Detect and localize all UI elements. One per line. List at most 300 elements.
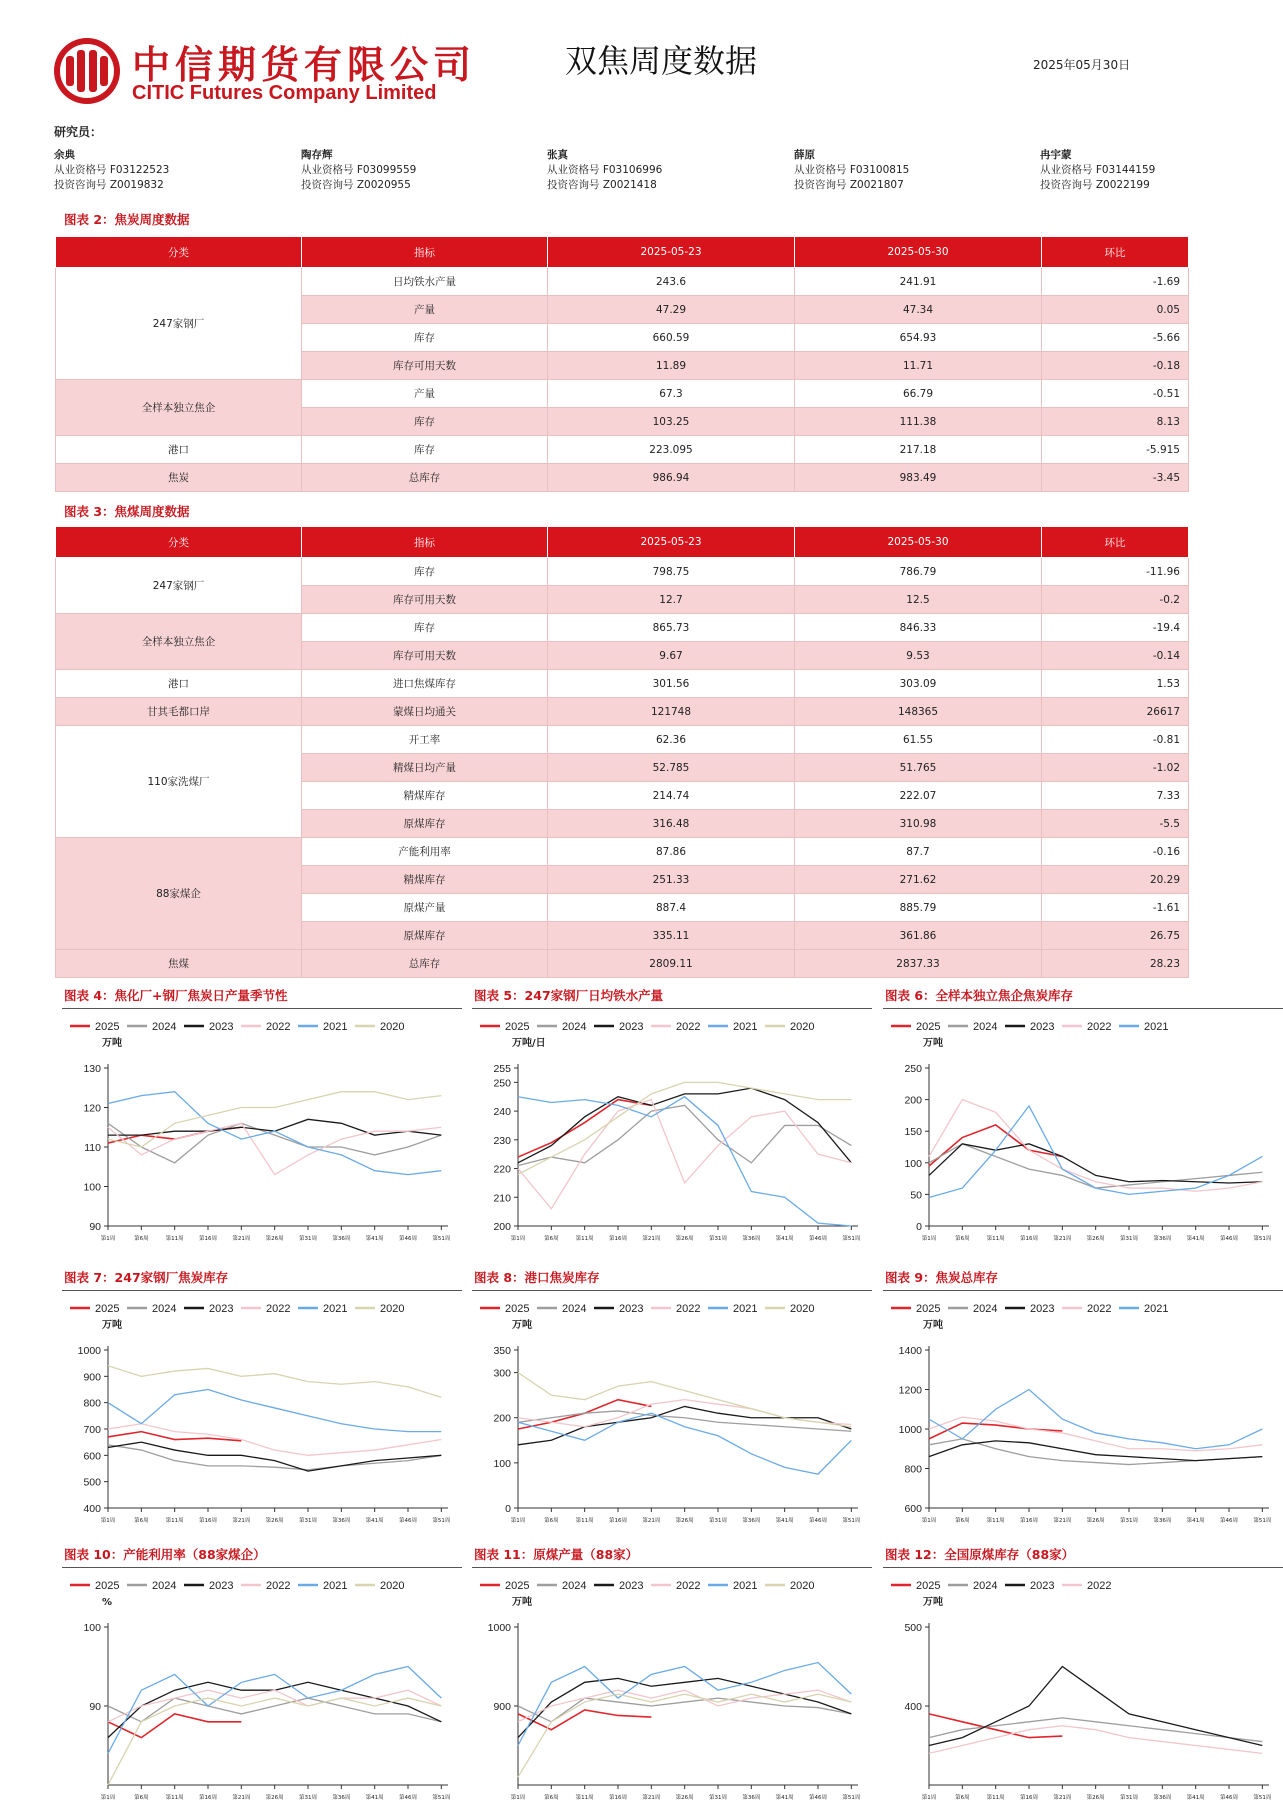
legend-label: 2020 [790,1021,815,1033]
x-tick-label: 第6周 [134,1518,149,1524]
x-tick-label: 第16周 [199,1795,217,1801]
value-cell: 111.38 [795,408,1042,436]
legend-label: 2025 [505,1303,530,1315]
x-tick-label: 第36周 [1153,1795,1172,1801]
citic-logo-icon [52,36,122,106]
value-cell: -0.2 [1042,586,1189,614]
chart-title: 图表 9：焦炭总库存 [885,1270,999,1285]
legend-label: 2023 [209,1303,234,1315]
value-cell: 8.13 [1042,408,1189,436]
x-tick-label: 第1周 [921,1795,937,1801]
x-tick-label: 第51周 [842,1518,861,1524]
indicator-cell: 总库存 [302,950,548,978]
table-row [56,670,1189,698]
col-header-date2: 2025-05-30 [795,237,1042,268]
x-tick-label: 第31周 [709,1236,727,1242]
legend-label: 2024 [973,1303,998,1315]
value-cell: 20.29 [1042,866,1189,894]
x-tick-label: 第11周 [986,1795,1005,1801]
y-tick-label: 210 [493,1192,511,1205]
series-line-2021 [518,1663,851,1746]
x-tick-label: 第21周 [232,1236,251,1242]
value-cell: 47.34 [795,296,1042,324]
legend-label: 2023 [619,1580,644,1592]
y-tick-label: 900 [493,1701,511,1713]
value-cell: 0.05 [1042,296,1189,324]
value-cell: -1.02 [1042,754,1189,782]
x-tick-label: 第6周 [544,1236,559,1242]
title-divider [883,1008,1283,1009]
legend-label: 2023 [1030,1303,1055,1315]
category-cell: 港口 [56,670,302,698]
value-cell: 87.86 [548,838,795,866]
report-date: 2025年05月30日 [1033,58,1131,72]
title-divider [472,1008,872,1009]
legend-label: 2022 [1087,1021,1112,1033]
chart-svg [62,1575,462,1815]
series-line-2023 [929,1667,1262,1746]
legend-label: 2021 [323,1021,348,1033]
value-cell: 301.56 [548,670,795,698]
unit-label: 万吨/日 [512,1038,546,1049]
x-tick-label: 第6周 [544,1795,559,1801]
y-tick-label: 110 [84,1142,101,1154]
chart-panel-9 [883,1268,1283,1538]
researcher-3 [547,148,662,193]
x-tick-label: 第11周 [165,1795,184,1801]
legend-label: 2025 [95,1303,120,1315]
title-divider [62,1008,462,1009]
x-tick-label: 第36周 [1153,1518,1172,1524]
chart-panel-4 [62,986,462,1256]
series-line-2025 [108,1714,241,1738]
y-tick-label: 700 [83,1424,101,1436]
value-cell: -5.915 [1042,436,1189,464]
legend-label: 2023 [619,1021,644,1033]
legend-label: 2021 [323,1580,348,1592]
y-tick-label: 0 [505,1503,511,1515]
x-tick-label: 第6周 [955,1236,970,1242]
chart-title: 图表 11：原煤产量（88家） [474,1547,639,1562]
researcher-license: 从业资格号 F03106996 [547,164,663,176]
unit-label: % [102,1597,113,1608]
value-cell: 243.6 [548,268,795,296]
col-header-date1: 2025-05-23 [548,527,795,558]
series-line-2021 [518,1097,851,1226]
value-cell: 786.79 [795,558,1042,586]
x-tick-label: 第16周 [199,1236,217,1242]
y-tick-label: 90 [89,1221,101,1233]
x-tick-label: 第11周 [986,1236,1005,1242]
category-cell: 港口 [56,436,302,464]
researcher-2 [301,148,416,193]
legend-label: 2024 [562,1580,587,1592]
table2-title: 图表 2：焦炭周度数据 [64,212,190,227]
legend-label: 2021 [1144,1021,1169,1033]
indicator-cell: 库存 [302,558,548,586]
series-line-2024 [108,1123,441,1163]
y-tick-label: 400 [904,1701,922,1713]
y-tick-label: 100 [493,1457,511,1470]
chart-panel-6 [883,986,1283,1256]
value-cell: 660.59 [548,324,795,352]
legend-label: 2020 [380,1303,405,1315]
x-tick-label: 第31周 [1120,1795,1138,1801]
x-tick-label: 第26周 [1086,1236,1105,1242]
chart-panel-5 [472,986,872,1256]
legend-label: 2024 [152,1580,177,1592]
value-cell: -11.96 [1042,558,1189,586]
category-cell: 全样本独立焦企 [56,614,302,670]
value-cell: 52.785 [548,754,795,782]
x-tick-label: 第1周 [921,1236,937,1242]
value-cell: 983.49 [795,464,1042,492]
researcher-5 [1040,148,1155,193]
indicator-cell: 精煤库存 [302,866,548,894]
x-tick-label: 第51周 [432,1236,451,1242]
x-tick-label: 第16周 [199,1518,217,1524]
researcher-license: 从业资格号 F03100815 [794,164,910,176]
series-line-2022 [929,1417,1262,1451]
y-tick-label: 350 [493,1345,511,1357]
series-line-2021 [929,1106,1262,1198]
value-cell: 7.33 [1042,782,1189,810]
x-tick-label: 第1周 [100,1236,116,1242]
chart-panel-12 [883,1545,1283,1801]
x-tick-label: 第41周 [365,1795,384,1801]
x-tick-label: 第26周 [265,1518,284,1524]
y-tick-label: 600 [83,1450,101,1463]
x-tick-label: 第31周 [1120,1236,1138,1242]
x-tick-label: 第11周 [575,1236,594,1242]
value-cell: 223.095 [548,436,795,464]
series-line-2021 [108,1390,441,1432]
chart-title: 图表 4：焦化厂+钢厂焦炭日产量季节性 [64,988,288,1003]
title-divider [883,1290,1283,1291]
series-line-2020 [108,1092,441,1147]
value-cell: 1.53 [1042,670,1189,698]
value-cell: -5.66 [1042,324,1189,352]
series-line-2022 [518,1100,851,1209]
table3-title: 图表 3：焦煤周度数据 [64,504,190,519]
col-header-indicator: 指标 [302,527,548,558]
researcher-license: 从业资格号 F03122523 [54,164,170,176]
x-tick-label: 第46周 [1220,1795,1238,1801]
value-cell: -0.81 [1042,726,1189,754]
x-tick-label: 第41周 [365,1236,384,1242]
value-cell: 251.33 [548,866,795,894]
indicator-cell: 产量 [302,380,548,408]
value-cell: 121748 [548,698,795,726]
table-row [56,838,1189,866]
researcher-consult: 投资咨询号 Z0022199 [1040,179,1150,191]
value-cell: 335.11 [548,922,795,950]
indicator-cell: 库存可用天数 [302,352,548,380]
indicator-cell: 库存可用天数 [302,586,548,614]
x-tick-label: 第36周 [742,1236,761,1242]
value-cell: 2809.11 [548,950,795,978]
legend-label: 2025 [95,1580,120,1592]
legend-label: 2020 [790,1580,815,1592]
value-cell: 310.98 [795,810,1042,838]
researchers-label: 研究员： [54,125,103,139]
x-tick-label: 第11周 [986,1518,1005,1524]
y-tick-label: 300 [493,1367,511,1380]
chart-svg [62,1016,462,1256]
chart-panel-7 [62,1268,462,1538]
x-tick-label: 第46周 [399,1236,417,1242]
x-tick-label: 第1周 [510,1795,526,1801]
y-tick-label: 90 [89,1701,101,1713]
x-tick-label: 第41周 [1186,1795,1205,1801]
x-tick-label: 第21周 [232,1795,251,1801]
table-row [56,558,1189,586]
value-cell: 654.93 [795,324,1042,352]
col-header-change: 环比 [1042,237,1189,268]
unit-label: 万吨 [923,1320,943,1331]
value-cell: 61.55 [795,726,1042,754]
value-cell: -5.5 [1042,810,1189,838]
value-cell: 271.62 [795,866,1042,894]
legend-label: 2024 [973,1021,998,1033]
indicator-cell: 库存 [302,436,548,464]
value-cell: 12.5 [795,586,1042,614]
indicator-cell: 精煤库存 [302,782,548,810]
x-tick-label: 第46周 [809,1236,827,1242]
series-line-2023 [108,1119,441,1135]
indicator-cell: 库存 [302,614,548,642]
indicator-cell: 原煤产量 [302,894,548,922]
table-row [56,436,1189,464]
y-tick-label: 255 [493,1063,511,1075]
researcher-1 [54,148,169,193]
y-tick-label: 1400 [898,1345,922,1357]
unit-label: 万吨 [102,1320,122,1331]
y-tick-label: 100 [83,1622,101,1634]
series-line-2022 [518,1400,851,1427]
value-cell: 865.73 [548,614,795,642]
indicator-cell: 原煤库存 [302,922,548,950]
chart-title: 图表 10：产能利用率（88家煤企） [64,1547,266,1562]
series-line-2022 [518,1690,851,1722]
x-tick-label: 第6周 [955,1795,970,1801]
x-tick-label: 第31周 [299,1236,317,1242]
value-cell: 51.765 [795,754,1042,782]
x-tick-label: 第51周 [432,1518,451,1524]
chart-svg [883,1016,1283,1256]
y-tick-label: 150 [904,1126,922,1139]
y-tick-label: 900 [83,1371,101,1384]
legend-label: 2025 [505,1021,530,1033]
x-tick-label: 第16周 [609,1795,627,1801]
title-divider [472,1567,872,1568]
x-tick-label: 第16周 [609,1518,627,1524]
value-cell: 11.89 [548,352,795,380]
legend-label: 2023 [209,1021,234,1033]
researcher-consult: 投资咨询号 Z0021418 [547,179,657,191]
unit-label: 万吨 [102,1038,122,1049]
indicator-cell: 库存 [302,324,548,352]
col-header-indicator: 指标 [302,237,548,268]
x-tick-label: 第16周 [1020,1236,1038,1242]
value-cell: 26.75 [1042,922,1189,950]
value-cell: 303.09 [795,670,1042,698]
researcher-consult: 投资咨询号 Z0021807 [794,179,904,191]
col-header-change: 环比 [1042,527,1189,558]
chart-svg [883,1575,1283,1815]
value-cell: 47.29 [548,296,795,324]
y-tick-label: 120 [83,1102,101,1115]
legend-label: 2024 [152,1021,177,1033]
legend-label: 2022 [266,1021,291,1033]
x-tick-label: 第16周 [1020,1795,1038,1801]
legend-label: 2020 [790,1303,815,1315]
legend-label: 2021 [323,1303,348,1315]
unit-label: 万吨 [512,1597,532,1608]
y-tick-label: 100 [83,1181,101,1194]
x-tick-label: 第46周 [809,1518,827,1524]
category-cell: 247家钢厂 [56,558,302,614]
x-tick-label: 第21周 [232,1518,251,1524]
legend-label: 2021 [733,1580,758,1592]
legend-label: 2022 [266,1580,291,1592]
value-cell: 361.86 [795,922,1042,950]
x-tick-label: 第31周 [299,1518,317,1524]
x-tick-label: 第51周 [842,1795,861,1801]
y-tick-label: 1000 [898,1424,922,1436]
x-tick-label: 第16周 [1020,1518,1038,1524]
table-row [56,950,1189,978]
x-tick-label: 第51周 [1253,1795,1272,1801]
y-tick-label: 1200 [898,1384,922,1397]
x-tick-label: 第51周 [1253,1518,1272,1524]
y-tick-label: 230 [493,1134,511,1147]
value-cell: -3.45 [1042,464,1189,492]
value-cell: 12.7 [548,586,795,614]
series-line-2024 [108,1445,441,1470]
y-tick-label: 400 [83,1503,101,1515]
series-line-2024 [518,1105,851,1165]
value-cell: 103.25 [548,408,795,436]
table-row [56,726,1189,754]
value-cell: 217.18 [795,436,1042,464]
y-tick-label: 220 [493,1163,511,1176]
x-tick-label: 第26周 [675,1236,694,1242]
x-tick-label: 第31周 [1120,1518,1138,1524]
chart-title: 图表 5：247家钢厂日均铁水产量 [474,988,664,1003]
value-cell: 214.74 [548,782,795,810]
legend-label: 2024 [973,1580,998,1592]
y-tick-label: 600 [904,1503,922,1515]
value-cell: 62.36 [548,726,795,754]
unit-label: 万吨 [923,1038,943,1049]
indicator-cell: 蒙煤日均通关 [302,698,548,726]
company-name-cn: 中信期货有限公司 [132,42,477,87]
category-cell: 247家钢厂 [56,268,302,380]
x-tick-label: 第6周 [955,1518,970,1524]
legend-label: 2022 [676,1303,701,1315]
value-cell: 148365 [795,698,1042,726]
x-tick-label: 第6周 [134,1236,149,1242]
legend-label: 2021 [733,1021,758,1033]
legend-label: 2025 [505,1580,530,1592]
legend-label: 2025 [916,1303,941,1315]
x-tick-label: 第41周 [775,1236,794,1242]
researcher-name: 张真 [547,149,568,161]
indicator-cell: 日均铁水产量 [302,268,548,296]
x-tick-label: 第46周 [1220,1236,1238,1242]
chart-svg [472,1016,872,1256]
value-cell: -0.51 [1042,380,1189,408]
indicator-cell: 进口焦煤库存 [302,670,548,698]
x-tick-label: 第21周 [642,1518,661,1524]
col-header-date2: 2025-05-30 [795,527,1042,558]
chart-title: 图表 6：全样本独立焦企焦炭库存 [885,988,1074,1003]
x-tick-label: 第26周 [265,1795,284,1801]
series-line-2025 [518,1400,651,1429]
value-cell: 846.33 [795,614,1042,642]
legend-label: 2021 [733,1303,758,1315]
x-tick-label: 第46周 [1220,1518,1238,1524]
x-tick-label: 第36周 [332,1795,351,1801]
table-row [56,614,1189,642]
y-tick-label: 200 [493,1221,511,1233]
x-tick-label: 第36周 [742,1518,761,1524]
y-tick-label: 130 [83,1063,101,1075]
x-tick-label: 第21周 [1053,1795,1072,1801]
y-tick-label: 250 [904,1063,922,1075]
indicator-cell: 库存 [302,408,548,436]
value-cell: 26617 [1042,698,1189,726]
legend-label: 2023 [1030,1021,1055,1033]
company-name-en: CITIC Futures Company Limited [132,82,437,104]
chart-title: 图表 7：247家钢厂焦炭库存 [64,1270,229,1285]
x-tick-label: 第1周 [100,1795,116,1801]
legend-label: 2020 [380,1580,405,1592]
chart-svg [472,1298,872,1538]
indicator-cell: 产量 [302,296,548,324]
x-tick-label: 第41周 [1186,1518,1205,1524]
y-tick-label: 1000 [487,1622,511,1634]
researcher-name: 冉宇蒙 [1040,149,1072,161]
x-tick-label: 第26周 [675,1518,694,1524]
value-cell: -19.4 [1042,614,1189,642]
value-cell: 87.7 [795,838,1042,866]
col-header-date1: 2025-05-23 [548,237,795,268]
legend-label: 2022 [266,1303,291,1315]
legend-label: 2025 [95,1021,120,1033]
chart-svg [883,1298,1283,1538]
value-cell: -0.16 [1042,838,1189,866]
value-cell: 66.79 [795,380,1042,408]
table-row [56,698,1189,726]
researcher-4 [794,148,909,193]
x-tick-label: 第31周 [709,1795,727,1801]
report-title: 双焦周度数据 [565,42,758,80]
value-cell: 316.48 [548,810,795,838]
chart-panel-8 [472,1268,872,1538]
title-divider [62,1290,462,1291]
value-cell: 67.3 [548,380,795,408]
series-line-2021 [518,1413,851,1474]
series-line-2023 [518,1406,851,1444]
x-tick-label: 第21周 [1053,1518,1072,1524]
value-cell: 986.94 [548,464,795,492]
researcher-license: 从业资格号 F03144159 [1040,164,1156,176]
legend-label: 2024 [562,1021,587,1033]
value-cell: -0.14 [1042,642,1189,670]
value-cell: 241.91 [795,268,1042,296]
